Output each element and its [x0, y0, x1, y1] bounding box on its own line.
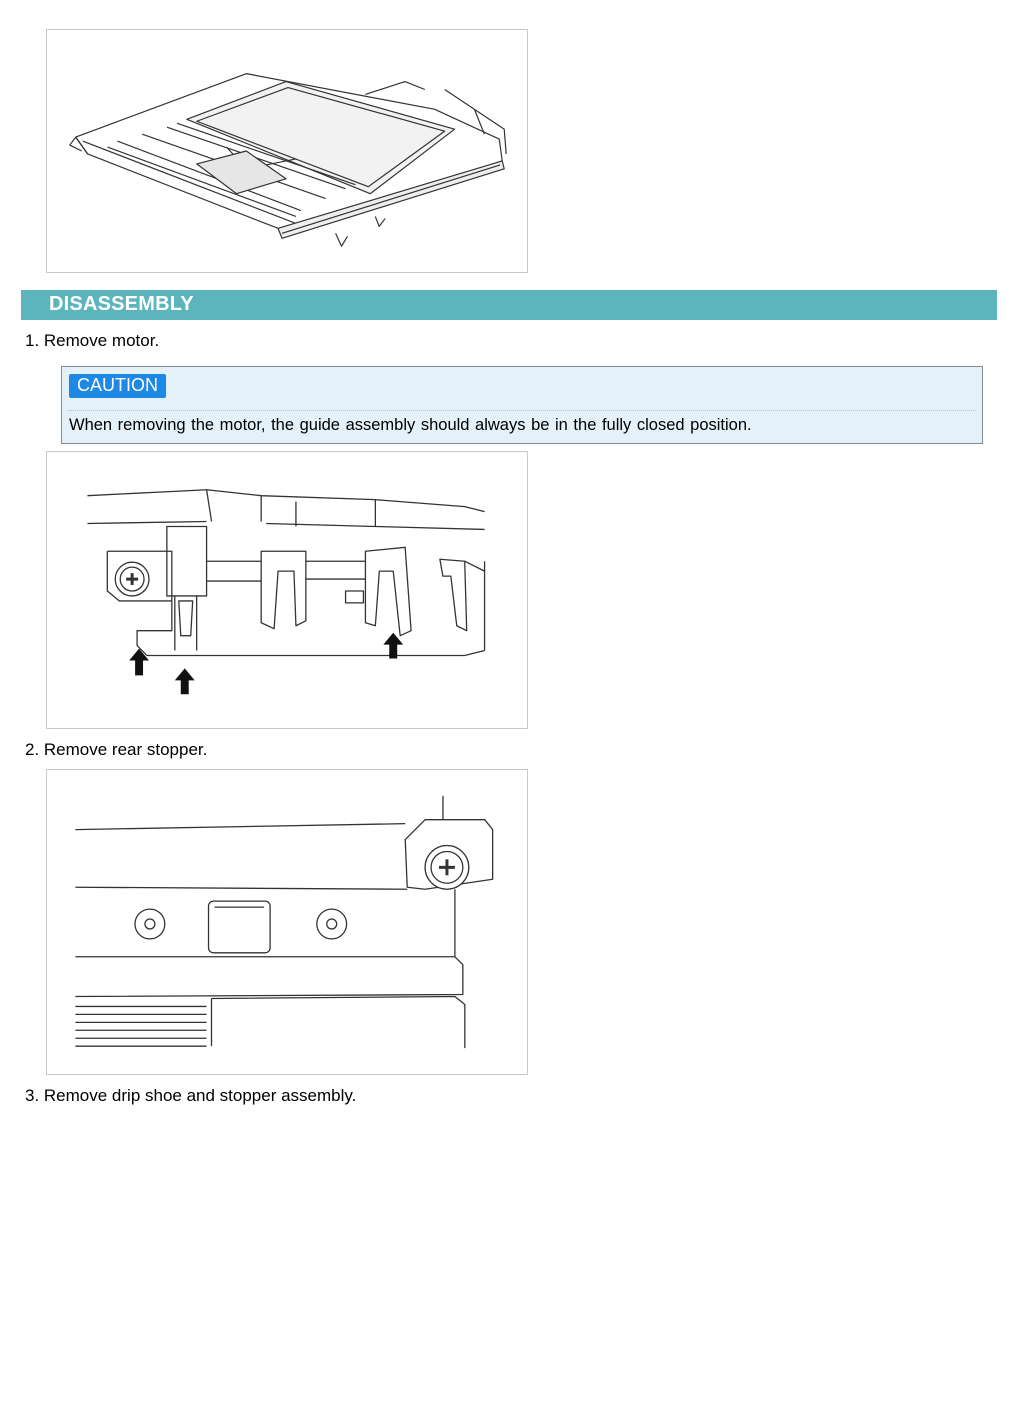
caution-divider: [68, 410, 976, 411]
step-remove-motor: 1. Remove motor.: [25, 331, 160, 350]
caution-box: [61, 366, 983, 444]
step-remove-rear-stopper: 2. Remove rear stopper.: [25, 740, 208, 759]
caution-text: When removing the motor, the guide assembly should always be in the fully closed position.: [69, 416, 752, 434]
disassembly-section-header: [21, 290, 997, 320]
section-title: DISASSEMBLY: [49, 293, 194, 315]
step-remove-drip-shoe: 3. Remove drip shoe and stopper assembly.: [25, 1086, 357, 1105]
motor-removal-illustration: [47, 452, 527, 728]
sunroof-assembly-figure: [46, 29, 528, 273]
caution-badge: CAUTION: [69, 374, 166, 398]
rear-stopper-figure: [46, 769, 528, 1075]
sunroof-frame-illustration: [47, 30, 527, 272]
rear-stopper-illustration: [47, 770, 527, 1074]
motor-removal-figure: [46, 451, 528, 729]
arrow-icons: [129, 633, 403, 695]
